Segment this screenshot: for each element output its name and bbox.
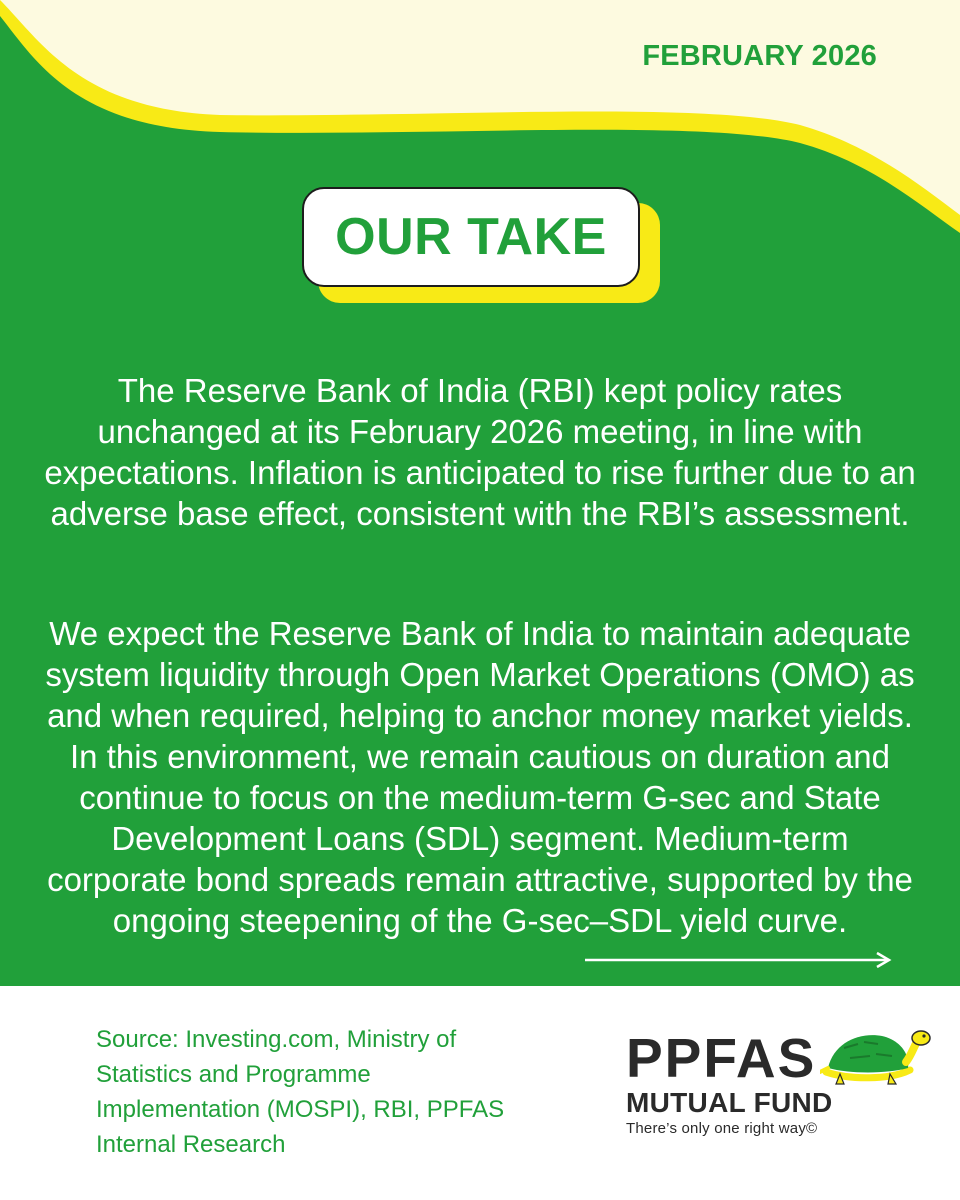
title-box <box>302 187 640 287</box>
logo-name: PPFAS <box>626 1027 817 1089</box>
source-note: Source: Investing.com, Ministry of Statistics and Programme Implementation (MOSPI), RBI, PPFAS Internal Research <box>96 1026 505 1158</box>
arrow-right-icon <box>584 950 894 970</box>
paragraph-1: The Reserve Bank of India (RBI) kept policy rates unchanged at its February 2026 meeting, in line with expectations. Inflation is anticipated to rise further due to an adverse base effect, consistent with the RBI’s assessment. <box>44 372 916 532</box>
logo-tagline: There’s only one right way© <box>626 1120 818 1137</box>
ppfas-logo <box>620 1022 940 1142</box>
section-title: OUR TAKE <box>335 208 607 266</box>
paragraph-2: We expect the Reserve Bank of India to maintain adequate system liquidity through Open Market Operations (OMO) as and when required, helping to anchor money market yields. In this environment, we remain cautious on duration and continue to focus on the medium-term G-sec and State Development Loans (SDL) segment. Medium-term corporate bond spreads remain attractive, supported by the ongoing steepening of the G-sec–SDL yield curve. <box>45 615 915 939</box>
logo-subtitle: MUTUAL FUND <box>626 1087 833 1118</box>
turtle-icon <box>820 1028 932 1090</box>
report-date: FEBRUARY 2026 <box>642 40 877 72</box>
